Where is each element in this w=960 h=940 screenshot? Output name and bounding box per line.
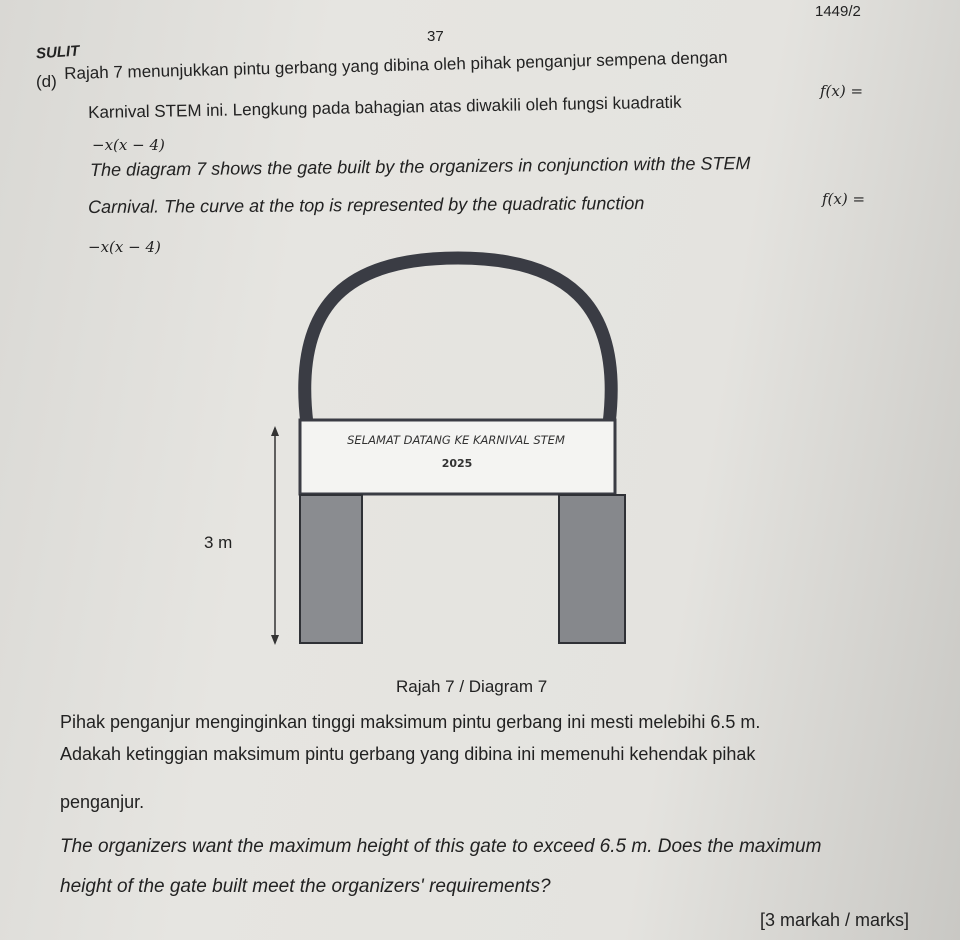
arrow-up-icon bbox=[271, 426, 279, 436]
prompt-malay-line3: penganjur. bbox=[60, 792, 145, 812]
page-number: 37 bbox=[427, 28, 444, 45]
question-malay-line2: Karnival STEM ini. Lengkung pada bahagian atas diwakili oleh fungsi kuadratik bbox=[88, 92, 682, 122]
prompt-malay-line1: Pihak penganjur menginginkan tinggi maksimum pintu gerbang ini mesti melebihi 6.5 m. bbox=[60, 712, 761, 732]
arrow-down-icon bbox=[271, 635, 279, 645]
height-label: 3 m bbox=[204, 533, 233, 552]
prompt-malay-line2: Adakah ketinggian maksimum pintu gerbang yang dibina ini memenuhi kehendak pihak bbox=[60, 744, 756, 764]
banner-line1: SELAMAT DATANG KE KARNIVAL STEM bbox=[347, 433, 565, 447]
prompt-english-line1: The organizers want the maximum height of this gate to exceed 6.5 m. Does the maximum bbox=[60, 836, 822, 857]
question-english-formula: −x(x − 4) bbox=[88, 238, 161, 256]
question-label: (d) bbox=[36, 72, 57, 91]
gate-arch bbox=[305, 258, 612, 424]
banner-line2: 2025 bbox=[441, 457, 473, 470]
question-malay-line1: Rajah 7 menunjukkan pintu gerbang yang dibina oleh pihak penganjur sempena dengan bbox=[64, 47, 728, 83]
question-malay-fx: f(x) = bbox=[820, 82, 864, 100]
question-english-line2: Carnival. The curve at the top is represented by the quadratic function bbox=[88, 193, 645, 217]
question-english-fx: f(x) = bbox=[822, 190, 866, 208]
diagram-caption: Rajah 7 / Diagram 7 bbox=[396, 677, 548, 696]
paper-code: 1449/2 bbox=[815, 3, 861, 20]
question-malay-formula: −x(x − 4) bbox=[92, 136, 165, 154]
right-pillar bbox=[559, 495, 625, 643]
prompt-english-line2: height of the gate built meet the organizers' requirements? bbox=[60, 876, 551, 897]
left-pillar bbox=[300, 495, 362, 643]
question-english-line1: The diagram 7 shows the gate built by the organizers in conjunction with the STEM bbox=[90, 153, 751, 180]
classification-label: SULIT bbox=[35, 42, 80, 63]
marks-label: [3 markah / marks] bbox=[760, 910, 910, 930]
